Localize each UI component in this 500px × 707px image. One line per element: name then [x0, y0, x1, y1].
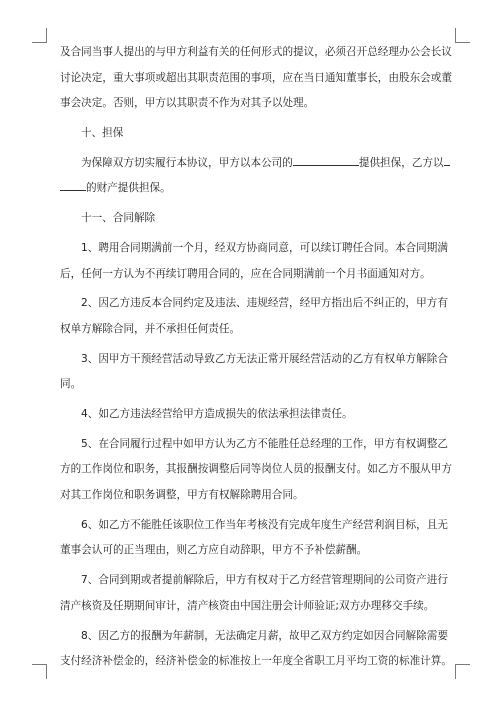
text-segment: 为保障双方切实履行本协议，甲方以本公司的	[81, 156, 293, 169]
text-line	[60, 151, 446, 177]
text-line	[60, 176, 446, 202]
text-line: 对其工作岗位和职务调整，甲方有权解除聘用合同。	[60, 489, 304, 501]
text-line: 3、因甲方干预经营活动导致乙方无法正常开展经营活动的乙方有权单方解除合	[81, 352, 448, 365]
text-line: 事会决定。否则，甲方以其职责不作为对其予以处理。	[60, 97, 315, 110]
clause-5	[60, 432, 452, 509]
text-segment: 提供担保，乙方以	[358, 156, 444, 169]
clause-8	[60, 624, 452, 675]
document-body	[60, 40, 452, 675]
fill-in-blank	[444, 153, 450, 166]
text-line: 同。	[60, 378, 82, 391]
text-line: 董事会认可的正当理由，则乙方应自动辞职，甲方不予补偿薪酬。	[60, 544, 368, 557]
text-line: 权单方解除合同，并不承担任何责任。	[60, 322, 241, 335]
text-line: 及合同当事人提出的与甲方利益有关的任何形式的提议，必须召开总经理办公会长议	[60, 46, 452, 58]
clause-1	[60, 236, 446, 287]
fill-in-blank	[60, 178, 86, 191]
clause-7	[60, 568, 446, 619]
clause-3	[60, 347, 446, 398]
text-segment: 的财产提供担保。	[86, 182, 171, 195]
text-line: 6、如乙方不能胜任该职位工作当年考核没有完成年度生产经营利润目标，且无	[81, 518, 448, 531]
text-line: 8、因乙方的报酬为年薪制，无法确定月薪，故甲乙双方约定如因合同解除需要	[81, 629, 448, 642]
crop-mark-top-left	[32, 28, 47, 43]
crop-mark-top-right	[455, 28, 470, 43]
text-line: 4、如乙方违法经营给甲方造成损失的依法承担法律责任。	[81, 408, 353, 421]
paragraph-guarantee	[60, 151, 446, 202]
fill-in-blank	[293, 153, 359, 166]
clause-6	[60, 513, 446, 564]
text-line: 方的工作岗位和职务，其报酬按调整后同等岗位人员的报酬支付。如乙方不服从甲方	[60, 463, 452, 476]
crop-mark-bottom-right	[455, 664, 470, 679]
crop-mark-bottom-left	[32, 664, 47, 679]
paragraph-intro	[60, 40, 452, 117]
text-line: 1、聘用合同期满前一个月，经双方协商同意，可以续订聘任合同。本合同期满	[81, 241, 448, 254]
text-line: 2、因乙方违反本合同约定及违法、违规经营，经甲方指出后不纠正的，甲方有	[81, 297, 448, 310]
text-line: 后，任何一方认为不再续订聘用合同的，应在合同期满前一个月书面通知对方。	[60, 267, 431, 280]
text-line: 清产核资及任期期间审计，清产核资由中国注册会计师验证;双方办理移交手续。	[60, 599, 435, 612]
section-heading-termination: 十一、合同解除	[81, 212, 156, 225]
text-line: 7、合同到期或者提前解除后，甲方有权对于乙方经营管理期间的公司资产进行	[81, 574, 448, 587]
clause-4	[60, 402, 446, 428]
section-heading-guarantee: 十、担保	[81, 126, 124, 139]
text-line: 支付经济补偿金的，经济补偿金的标准按上一年度全省职工月平均工资的标准计算。	[60, 655, 452, 668]
text-line: 讨论决定，重大事项或超出其职责范围的事项，应在当日通知董事长，由股东会或董	[60, 71, 452, 84]
clause-2	[60, 291, 446, 342]
text-line: 5、在合同履行过程中如甲方认为乙方不能胜任总经理的工作，甲方有权调整乙	[81, 437, 448, 450]
